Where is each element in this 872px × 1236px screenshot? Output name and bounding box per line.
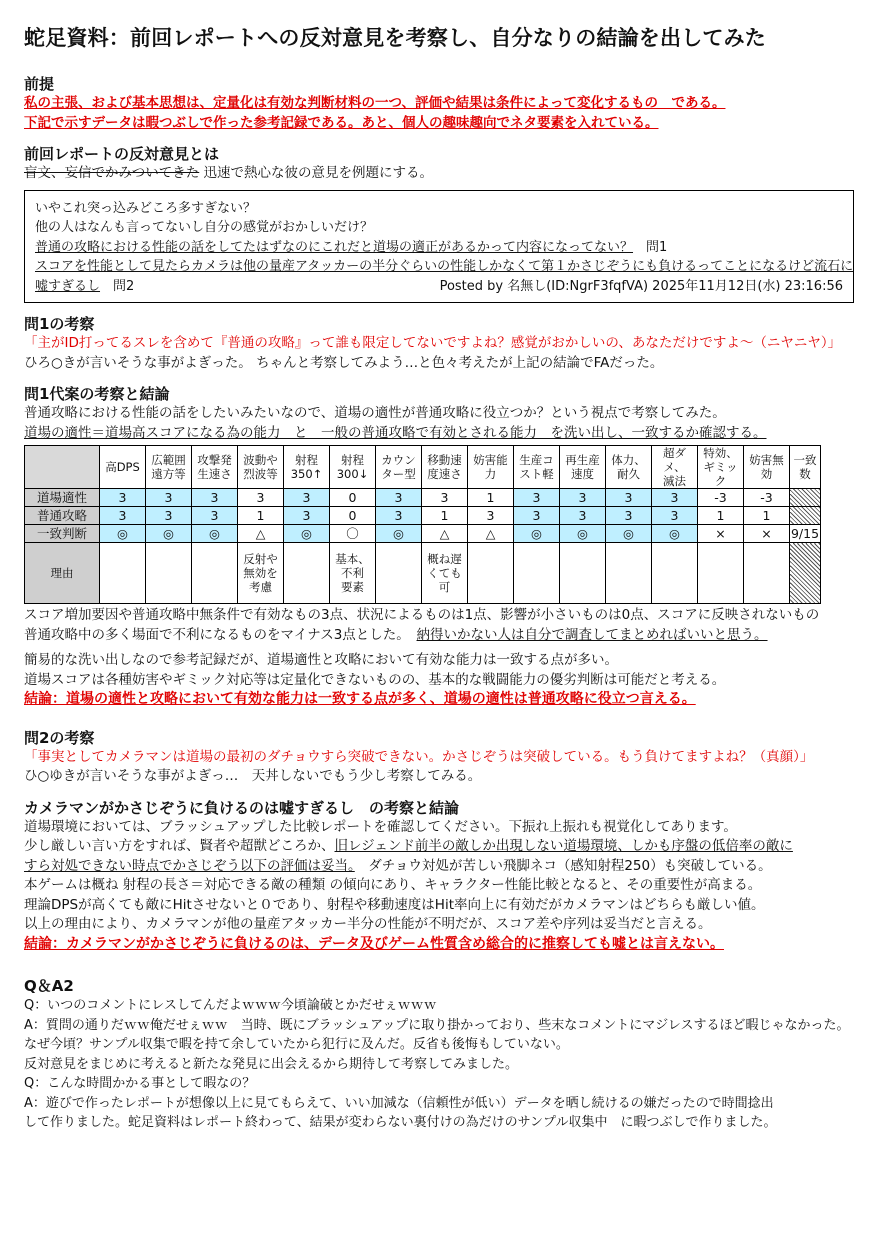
col-header: 射程 300↓ — [330, 446, 376, 489]
col-header: 妨害無 効 — [744, 446, 790, 489]
q1alt-heading: 問1代案の考察と結論 — [24, 385, 170, 403]
notes-line-2 — [24, 626, 854, 646]
table-cell: 3 — [376, 489, 422, 507]
table-cell: 1 — [238, 507, 284, 525]
col-header: 超ダメ、 滅法 — [652, 446, 698, 489]
table-cell: ◎ — [376, 525, 422, 543]
quote-line-3-text: 普通の攻略における性能の話をしてたはずなのにこれだと道場の適正があるかって内容になってない？ — [35, 239, 634, 255]
q2c-heading: カメラマンがかさじぞうに負けるのは嘘すぎるし の考察と結論 — [24, 798, 460, 817]
q2c-line-2 — [24, 837, 854, 857]
table-cell: 3 — [560, 507, 606, 525]
counter-rest-text: 迅速で熱心な彼の意見を例題にする。 — [199, 165, 434, 181]
q2c-line-5: 理論DPSが高くても敵にHitさせないと０であり、射程や移動速度はHit率向上に有効だがカメラマンはどちらも厳しい値。 — [24, 896, 765, 913]
row-label: 一致判断 — [25, 525, 100, 543]
col-header: 移動速 度速さ — [422, 446, 468, 489]
reason-cell — [606, 543, 652, 604]
col-header: 攻撃発 生速さ — [192, 446, 238, 489]
col-header: 再生産 速度 — [560, 446, 606, 489]
reason-cell — [284, 543, 330, 604]
table-cell: ◎ — [606, 525, 652, 543]
table-cell: ◎ — [514, 525, 560, 543]
reason-cell — [698, 543, 744, 604]
col-header: カウン ター型 — [376, 446, 422, 489]
premise-heading: 前提 — [24, 75, 55, 93]
hatched-cell — [790, 507, 821, 525]
table-cell: 3 — [606, 489, 652, 507]
table-cell: 3 — [422, 489, 468, 507]
counter-section — [24, 144, 854, 303]
q2-heading: 問2の考察 — [24, 728, 95, 747]
table-cell: 3 — [146, 507, 192, 525]
table-cell: 1 — [698, 507, 744, 525]
qa-heading: Q＆A2 — [24, 977, 74, 995]
table-cell: ◎ — [284, 525, 330, 543]
counter-intro — [24, 164, 854, 184]
q1alt-line-1: 普通攻略における性能の話をしたいみたいなので、道場の適性が普通攻略に役立つか？という視点で考察してみた。 — [24, 405, 726, 421]
col-header: 波動や 烈波等 — [238, 446, 284, 489]
quote-tag-q2: 問2 — [113, 278, 135, 294]
table-corner — [25, 446, 100, 489]
hatched-cell — [790, 543, 821, 604]
q1alt-section — [24, 384, 854, 710]
col-header: 妨害能 力 — [468, 446, 514, 489]
match-count-cell: 9/15 — [790, 525, 820, 541]
table-cell: 3 — [652, 489, 698, 507]
table-cell: △ — [422, 525, 468, 543]
q1-section — [24, 314, 854, 373]
table-cell: 3 — [284, 489, 330, 507]
reason-cell — [560, 543, 606, 604]
table-cell: 3 — [284, 507, 330, 525]
notes-line-1: スコア増加要因や普通攻略中無条件で有効なもの3点、状況によるものは1点、影響が小さいものは0点、スコアに反映されないもの — [24, 607, 820, 623]
table-cell: 〇 — [330, 525, 376, 543]
table-cell: × — [744, 525, 790, 543]
quote-tag-q1: 問1 — [646, 239, 668, 255]
q2c-line-3a: すら対処できない時点でかさじぞう以下の評価は妥当。 — [24, 857, 355, 874]
col-header: 高DPS — [100, 446, 146, 489]
table-cell: 1 — [422, 507, 468, 525]
conclusion-1: 結論：道場の適性と攻略において有効な能力は一致する点が多く、道場の適性は普通攻略に役立つ言える。 — [24, 691, 696, 707]
row-label: 道場適性 — [25, 489, 100, 507]
quoted-comment-box — [24, 190, 854, 304]
table-cell: ◎ — [146, 525, 192, 543]
reason-cell — [376, 543, 422, 604]
table-cell: 3 — [514, 489, 560, 507]
table-cell: 1 — [468, 489, 514, 507]
table-cell: 3 — [514, 507, 560, 525]
q1-line: ひろ○きが言いそうな事がよぎった。 ちゃんと考察してみよう…と色々考えたが上記の結論でFAだった。 — [24, 354, 664, 371]
col-header: 広範囲 遠方等 — [146, 446, 192, 489]
table-cell: 3 — [100, 507, 146, 525]
col-header: 射程 350↑ — [284, 446, 330, 489]
col-header: 生産コ スト軽 — [514, 446, 560, 489]
q2c-line-3 — [24, 857, 854, 877]
q2c-line-6: 以上の理由により、カメラマンが他の量産アタッカー半分の性能が不明だが、スコア差や序列は妥当だと言える。 — [24, 916, 712, 932]
premise-section — [24, 74, 854, 133]
table-cell: -3 — [698, 489, 744, 507]
table-cell: 3 — [146, 489, 192, 507]
table-cell: 3 — [560, 489, 606, 507]
table-cell: 0 — [330, 489, 376, 507]
page-title: 蛇足資料：前回レポートへの反対意見を考察し、自分なりの結論を出してみた — [24, 26, 766, 50]
reason-cell — [192, 543, 238, 604]
table-cell: △ — [238, 525, 284, 543]
hatched-cell — [790, 489, 821, 507]
quote-line-5 — [35, 277, 843, 297]
qa-a2-line-1: A：遊びで作ったレポートが想像以上に見てもらえて、いい加減な（信頼性が低い）データを晒し続けるの嫌だったので時間捻出 — [24, 1095, 774, 1111]
table-cell: 3 — [238, 489, 284, 507]
table-cell: 3 — [376, 507, 422, 525]
reason-cell — [468, 543, 514, 604]
notes-line-2a: 普通攻略中の多く場面で不利になるものをマイナス3点とした。 — [24, 626, 417, 643]
qa-section — [24, 976, 854, 1133]
qa-a1-line-3: 反対意見をまじめに考えると新たな発見に出会えるから期待して考察してみました。 — [24, 1056, 519, 1072]
conclusion-2: 結論：カメラマンがかさじぞうに負けるのは、データ及びゲーム性質含め総合的に推察しても嘘とは言えない。 — [24, 935, 724, 952]
quote-line-4: スコアを性能として見たらカメラは他の量産アタッカーの半分ぐらいの性能しかなくて第１かさじぞうにも負けるってことになるけど流石に — [35, 259, 854, 274]
qa-q2: Q：こんな時間かかる事として暇なの？ — [24, 1076, 256, 1091]
table-cell: -3 — [744, 489, 790, 507]
q2c-line-2a: 少し厳しい言い方をすれば、賢者や超獣どころか、 — [24, 838, 335, 854]
qa-a2-line-2: して作りました。蛇足資料はレポート終わって、結果が変わらない裏付けの為だけのサンプル収集中 に暇つぶしで作りました。 — [24, 1115, 777, 1130]
notes-line-3: 簡易的な洗い出しなので参考記録だが、道場適性と攻略において有効な能力は一致する点が多い。 — [24, 652, 618, 668]
reason-cell: 基本、 不利 要素 — [330, 543, 376, 604]
q1-heading: 問1の考察 — [24, 315, 95, 333]
q2c-line-3b: ダチョウ対処が苦しい飛脚ネコ（感知射程250）も突破している。 — [354, 857, 772, 874]
col-header: 一致 数 — [790, 446, 821, 489]
table-cell: △ — [468, 525, 514, 543]
qa-a1-line-1: A：質問の通りだｗｗ俺だせぇｗｗ 当時、既にブラッシュアップに取り掛かっており、些末なコメントにマジレスするほど暇じゃなかった。 — [24, 1017, 850, 1033]
q2-red-quote: 「事実としてカメラマンは道場の最初のダチョウすら突破できない。かさじぞうは突破している。もう負けてますよね？（真顔）」 — [24, 748, 814, 765]
table-cell: 0 — [330, 507, 376, 525]
reason-cell: 概ね遅 くても 可 — [422, 543, 468, 604]
counter-heading: 前回レポートの反対意見とは — [24, 145, 220, 163]
row-label: 理由 — [25, 543, 100, 604]
table-cell: 3 — [100, 489, 146, 507]
table-cell: ◎ — [652, 525, 698, 543]
q2-section — [24, 728, 854, 787]
quote-line-1: いやこれ突っ込みどころ多すぎない？ — [35, 200, 257, 216]
notes-line-2b: 納得いかない人は自分で調査してまとめればいいと思う。 — [416, 626, 768, 643]
notes-line-4: 道場スコアは各種妨害やギミック対応等は定量化できないものの、基本的な戦闘能力の優劣判断は可能だと考える。 — [24, 671, 726, 688]
quote-line-5-text: 嘘すぎるし — [35, 278, 101, 294]
reason-cell: 反射や 無効を 考慮 — [238, 543, 284, 604]
table-cell: 1 — [744, 507, 790, 525]
reason-cell — [100, 543, 146, 604]
row-label: 普通攻略 — [25, 507, 100, 525]
table-cell: ◎ — [560, 525, 606, 543]
table-cell: ◎ — [100, 525, 146, 543]
q2c-line-4: 本ゲームは概ね 射程の長さ＝対応できる敵の種類 の傾向にあり、キャラクター性能比較となると、その重要性が高まる。 — [24, 877, 762, 893]
counter-strike-text: 盲文、妄信でかみついてきた — [24, 165, 200, 181]
premise-line-1: 私の主張、および基本思想は、定量化は有効な判断材料の一つ、評価や結果は条件によって変化するもの である。 — [24, 95, 726, 111]
q1-red-quote: 「主がID打ってるスレを含めて『普通の攻略』って誰も限定してないですよね？感覚がおかしいの、あなただけですよ～（ニヤニヤ）」 — [24, 335, 842, 351]
q2-line: ひ○ゆきが言いそうな事がよぎっ… 天丼しないでもう少し考察してみる。 — [24, 768, 482, 784]
q2c-line-2b: 旧レジェンド前半の敵しか出現しない道場環境、しかも序盤の低倍率の敵に — [334, 838, 793, 854]
comparison-table — [24, 445, 821, 604]
table-cell: 3 — [192, 489, 238, 507]
q2c-section — [24, 798, 854, 955]
reason-cell — [744, 543, 790, 604]
qa-a1-line-2: なぜ今頃？サンプル収集で暇を持て余していたから犯行に及んだ。反省も後悔もしていない。 — [24, 1037, 569, 1052]
quote-line-2: 他の人はなんも言ってないし自分の感覚がおかしいだけ？ — [35, 220, 374, 235]
q1alt-line-2: 道場の適性＝道場高スコアになる為の能力 と 一般の普通攻略で有効とされる能力 を洗い出し、一致するか確認する。 — [24, 424, 767, 441]
premise-line-2: 下記で示すデータは暇つぶしで作った参考記録である。あと、個人の趣味趣向でネタ要素を入れている。 — [24, 114, 659, 131]
qa-q1: Q：いつのコメントにレスしてんだよｗｗｗ今頃論破とかだせぇｗｗｗ — [24, 998, 437, 1013]
table-cell: 3 — [192, 507, 238, 525]
table-cell: 3 — [652, 507, 698, 525]
q2c-line-1: 道場環境においては、ブラッシュアップした比較レポートを確認してください。下振れ上振れも視覚化してあります。 — [24, 818, 737, 835]
table-cell: 3 — [468, 507, 514, 525]
table-cell: 3 — [606, 507, 652, 525]
reason-cell — [514, 543, 560, 604]
table-cell: × — [698, 525, 744, 543]
col-header: 体力、 耐久 — [606, 446, 652, 489]
table-cell: ◎ — [192, 525, 238, 543]
document-page — [24, 22, 854, 1133]
posted-by: Posted by 名無し(ID:NgrF3fqfVA) 2025年11月12日(水) 23:16:56 — [439, 278, 843, 294]
reason-cell — [652, 543, 698, 604]
quote-line-3 — [35, 238, 843, 258]
reason-cell — [146, 543, 192, 604]
col-header: 特効、 ギミック — [698, 446, 744, 489]
